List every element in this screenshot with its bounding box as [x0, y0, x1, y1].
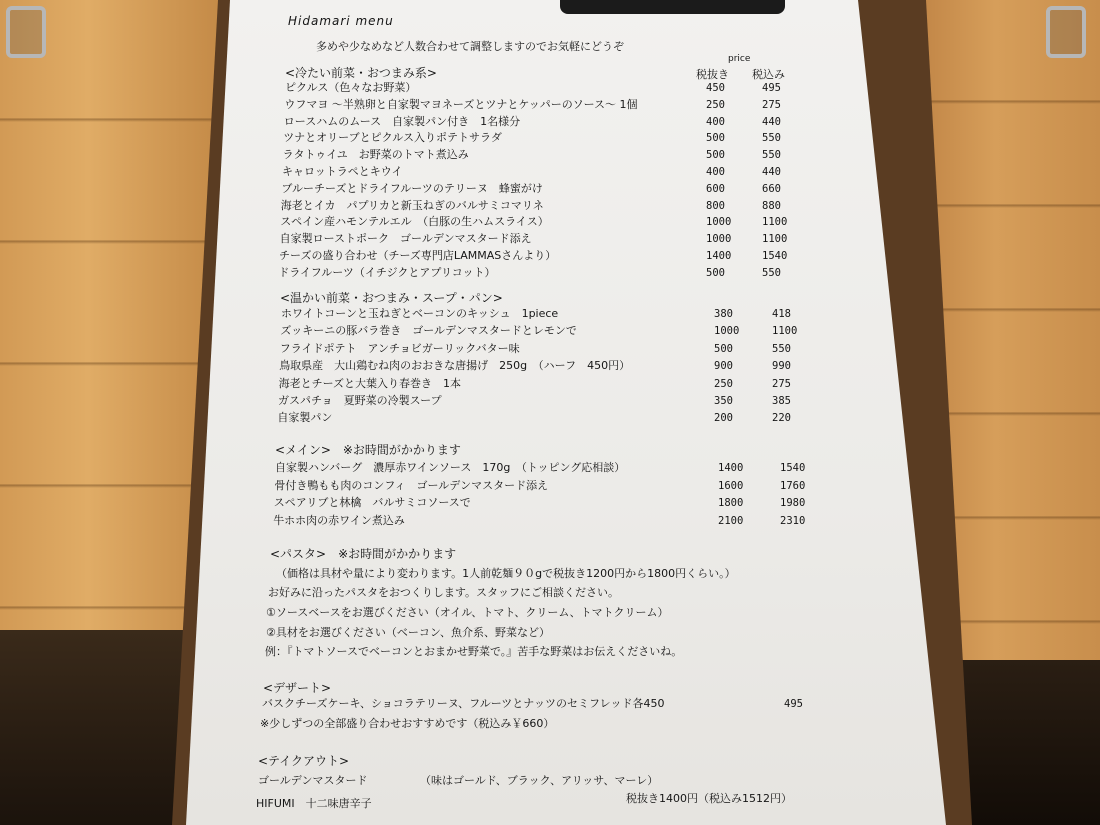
menu-item-price-tax-excluded: 400 [706, 115, 725, 128]
menu-item-price-tax-included: 1540 [762, 250, 788, 262]
menu-item-name: スペイン産ハモンテルエル （白豚の生ハムスライス） [280, 215, 549, 229]
menu-item-name: チーズの盛り合わせ（チーズ専門店LAMMASさんより） [279, 249, 557, 262]
menu-item-price-tax-included: 440 [762, 166, 781, 178]
menu-item-name: ガスパチョ 夏野菜の冷製スープ [278, 394, 442, 407]
menu-item-price-tax-excluded: 800 [706, 199, 725, 212]
column-tax-included: 税込み [752, 68, 785, 81]
menu-item-price-tax-excluded: 350 [714, 395, 733, 407]
section-dessert-heading: <デザート> [263, 681, 332, 695]
menu-item-price-tax-excluded: 500 [706, 266, 725, 279]
menu-item-name: ウフマヨ ～半熟卵と自家製マヨネーズとツナとケッパーのソース～ 1個 [284, 97, 638, 111]
menu-item-price-tax-excluded: 1800 [718, 497, 744, 510]
metal-hook-right-icon [1046, 6, 1086, 58]
menu-item-price-tax-included: 1980 [780, 497, 806, 510]
section-cold-heading: <冷たい前菜・おつまみ系> [285, 66, 437, 80]
menu-item-price-tax-included: 1100 [772, 325, 798, 338]
menu-item-price-tax-excluded: 500 [706, 149, 725, 162]
metal-hook-left-icon [6, 6, 46, 58]
menu-item-name: 自家製ハンバーグ 濃厚赤ワインソース 170g （トッピング応相談） [275, 461, 626, 474]
menu-item-price-tax-excluded: 500 [714, 342, 733, 355]
menu-item-price-tax-excluded: 900 [714, 360, 733, 373]
menu-item-name: 鳥取県産 大山鶏むね肉のおおきな唐揚げ 250g （ハーフ 450円） [279, 359, 631, 373]
menu-item-name: 海老とイカ パプリカと新玉ねぎのバルサミコマリネ [280, 198, 544, 212]
dessert-line: バスクチーズケーキ、ショコラテリーヌ、フルーツとナッツのセミフレッド各450 [262, 697, 665, 710]
column-tax-excluded: 税抜き [696, 68, 729, 81]
menu-intro: 多めや少なめなど人数合わせて調整しますのでお気軽にどうぞ [316, 40, 624, 53]
menu-item-price-tax-excluded: 1600 [718, 479, 744, 492]
menu-item-name: ロースハムのムース 自家製パン付き 1名様分 [283, 114, 521, 128]
menu-item-price-tax-included: 440 [762, 115, 781, 128]
dark-floor-left [0, 630, 200, 825]
menu-item-name: スペアリブと林檎 バルサミコソースで [273, 496, 471, 510]
menu-item-price-tax-included: 990 [772, 360, 791, 373]
price-header: price [728, 54, 751, 64]
menu-item-price-tax-included: 275 [762, 98, 781, 111]
menu-item-price-tax-excluded: 1400 [718, 462, 744, 474]
menu-item-price-tax-included: 880 [762, 199, 781, 212]
menu-item-name: ピクルス（色々なお野菜） [285, 81, 417, 94]
menu-item-price-tax-included: 2310 [780, 514, 806, 527]
menu-item-price-tax-included: 550 [772, 342, 791, 355]
takeout-item-note: （味はゴールド、ブラック、アリッサ、マーレ） [420, 774, 659, 787]
menu-item-price-tax-included: 550 [762, 132, 781, 145]
menu-item-price-tax-included: 418 [772, 308, 791, 320]
menu-item-name: ドライフルーツ（イチジクとアプリコット） [278, 265, 496, 279]
menu-item-price-tax-excluded: 400 [706, 166, 725, 178]
menu-item-price-tax-excluded: 600 [706, 182, 725, 195]
pasta-line: ②具材をお選びください（ベーコン、魚介系、野菜など） [266, 626, 550, 639]
menu-item-name: 海老とチーズと大葉入り春巻き 1本 [278, 376, 462, 390]
menu-item-name: ブルーチーズとドライフルーツのテリーヌ 蜂蜜がけ [281, 181, 543, 195]
takeout-item: ゴールデンマスタード [258, 774, 368, 787]
menu-item-price-tax-included: 385 [772, 395, 791, 407]
menu-item-name: ズッキーニの豚バラ巻き ゴールデンマスタードとレモンで [280, 324, 577, 338]
menu-item-name: フライドポテト アンチョビガーリックバター味 [279, 341, 520, 355]
pasta-line: （価格は具材や量により変わります。1人前乾麺９０gで税抜き1200円から1800円くらい。） [276, 567, 736, 580]
menu-item-name: 自家製パン [277, 411, 333, 425]
menu-item-price-tax-excluded: 2100 [718, 514, 744, 527]
menu-item-price-tax-excluded: 1400 [706, 250, 732, 262]
menu-item-name: キャロットラペとキウイ [282, 165, 403, 178]
menu-item-price-tax-included: 550 [762, 149, 781, 162]
menu-item-price-tax-excluded: 1000 [706, 233, 732, 246]
menu-item-name: ホワイトコーンと玉ねぎとベーコンのキッシュ 1piece [281, 307, 559, 320]
menu-item-name: 自家製ローストポーク ゴールデンマスタード添え [279, 232, 532, 246]
menu-item-price-tax-excluded: 1000 [714, 325, 740, 338]
menu-item-price-tax-included: 275 [772, 377, 791, 390]
dessert-note: ※少しずつの全部盛り合わせおすすめです（税込み￥660） [260, 717, 555, 730]
section-pasta-heading: <パスタ> ※お時間がかかります [270, 547, 457, 561]
pasta-line: ①ソースベースをお選びください（オイル、トマト、クリーム、トマトクリーム） [266, 606, 669, 619]
menu-item-price-tax-included: 495 [762, 82, 781, 94]
section-main-heading: <メイン> ※お時間がかかります [275, 443, 461, 457]
menu-item-price-tax-excluded: 250 [714, 377, 733, 390]
menu-item-name: 牛ホホ肉の赤ワイン煮込み [273, 513, 405, 527]
section-warm-heading: <温かい前菜・おつまみ・スープ・パン> [280, 291, 503, 305]
menu-item-price-tax-excluded: 450 [706, 82, 725, 94]
section-takeout-heading: <テイクアウト> [258, 754, 350, 768]
pasta-line: お好みに沿ったパスタをおつくりします。スタッフにご相談ください。 [268, 586, 620, 599]
menu-item-price-tax-included: 1540 [780, 462, 806, 474]
menu-item-price-tax-included: 1100 [762, 216, 788, 229]
takeout-price: 税抜き1400円（税込み1512円） [626, 792, 792, 805]
menu-item-price-tax-included: 1760 [780, 479, 806, 492]
menu-item-price-tax-excluded: 380 [714, 308, 733, 320]
menu-item-price-tax-excluded: 1000 [706, 216, 732, 229]
dessert-price-tax-included: 495 [784, 698, 803, 710]
menu-item-price-tax-included: 1100 [762, 233, 788, 246]
clipboard-clip [560, 0, 785, 14]
menu-item-name: ラタトゥイユ お野菜のトマト煮込み [282, 148, 469, 162]
takeout-item: HIFUMI 十二味唐辛子 [256, 797, 372, 810]
menu-item-price-tax-excluded: 500 [706, 132, 725, 145]
menu-item-price-tax-excluded: 250 [706, 98, 725, 111]
menu-item-price-tax-excluded: 200 [714, 412, 733, 425]
menu-item-price-tax-included: 550 [762, 266, 781, 279]
menu-item-name: ツナとオリーブとピクルス入りポテトサラダ [283, 131, 502, 145]
menu-item-price-tax-included: 220 [772, 412, 791, 425]
menu-item-price-tax-included: 660 [762, 182, 781, 195]
menu-item-name: 骨付き鴨もも肉のコンフィ ゴールデンマスタード添え [274, 478, 549, 492]
pasta-line: 例：『トマトソースでベーコンとおまかせ野菜で。』苦手な野菜はお伝えくださいね。 [265, 645, 683, 658]
menu-title: Hidamari menu [288, 14, 394, 28]
